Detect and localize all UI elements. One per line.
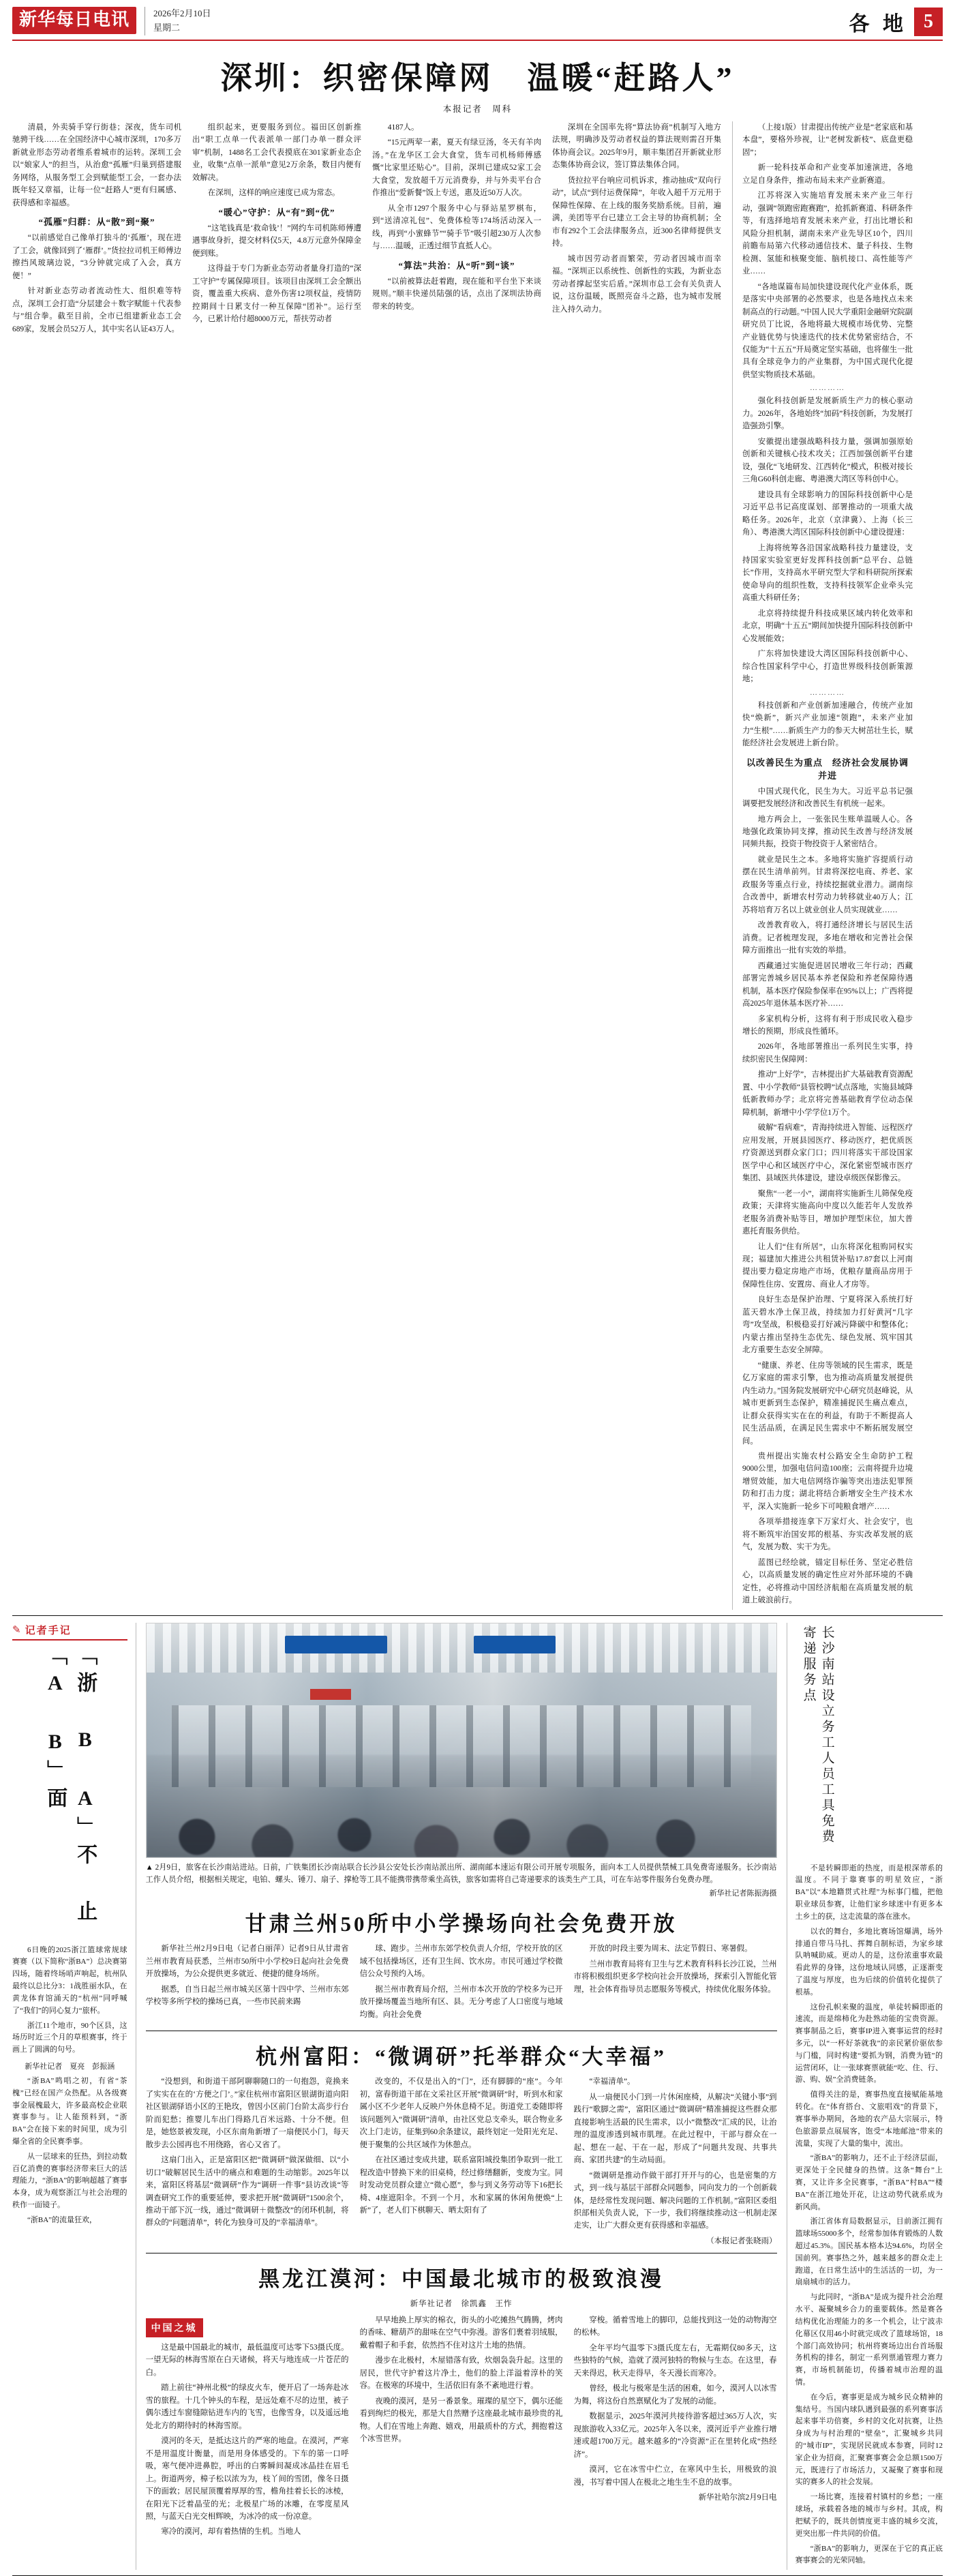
paragraph: 值得关注的是，赛事热度直接赋能基地转化。在“体育搭台、文旅唱戏”的背景下，赛事举办期间，各地的农产品大宗展示，特色旅游景点展展客，饱受“本地邮池”带来的流量，实现了大量的集中，流出。 [795, 2091, 943, 2148]
paragraph: “各地谋篇布局加快建设现代化产业体系，既是落实中央部署的必然要求，也是各地找点未来制高点的行动题。”中国人民大学重阳金融研究院副研究员丁比说，各地将最大规模市场优势、完整产业链优势与快速迭代的技术优势紧密结合，不仅能为“十五五”开局奠定坚实基础，也将催生一批具有全球竞争力的产业集群，为中国式现代化提供坚实物质技术基础。 [742, 282, 913, 379]
lanzhou-col-3 [574, 1943, 777, 2024]
paragraph: “幸福清单”。 [589, 2078, 635, 2086]
section-name: 各 地 [849, 13, 907, 35]
paragraph: 广东将加快建设大湾区国际科技创新中心、综合性国家科学中心，打造世界级科技创新策源地； [742, 650, 913, 684]
fuyang-col-1 [146, 2076, 349, 2246]
paragraph: 组织起来，更要服务到位。福田区创新推出“职工点单一代表派单一部门办单一群众评审”机制，1488名工会代表摸底在301家新业态企业，收集“点单一派单”意见2万余条，数目内便有效解决。 [192, 123, 361, 182]
zheba-vertical-title: 「浙 B A」不 止「A B」面 [44, 1644, 97, 1928]
paragraph: 6日晚的2025浙江篮球常规球赛赛（以下简称“浙BA”）总决赛第四场，随着终场哨声响起，杭州队最终以总比分3：1战胜丽水队，在黄龙体育馆涌天的“杭州”同呼喊了“我们”的同心复力“旅杯。 [12, 1945, 127, 2015]
paragraph: 强化科技创新是发展新质生产力的核心驱动力。2026年，各地始终“加码”科技创新，为发展打造强劲引擎。 [742, 397, 913, 431]
paragraph: 夜晚的漠河，是另一番景象。璀璨的星空下，偶尔还能看到绚烂的极光，那是大自然赠予这座最北城市最珍贵的礼物。人们在雪地上奔跑、嬉戏，用最质朴的方式，拥抱着这个冰雪世界。 [359, 2397, 563, 2444]
fuyang-tail: （本报记者张晓雨） [706, 2236, 777, 2245]
paragraph: 新一轮科技革命和产业变革加速演进，各地立足自身条件，推动布局未来产业新赛道。 [742, 164, 913, 185]
paragraph: 建设具有全球影响力的国际科技创新中心是习近平总书记高度谋划、部署推动的一项重大战略任务。2026年，北京（京津冀）、上海（长三角）、粤港澳大湾区国际科技创新中心建设提速： [742, 490, 913, 537]
lead-subhead-3: “算法”共治：从“听”到“谈” [398, 260, 515, 271]
paragraph: 寒冷的漠河，却有着热情的生机。当地人 [161, 2528, 301, 2536]
paragraph: 漠河，它在冰雪中伫立，在寒风中生长，用极致的浪漫，书写着中国人在极北之地生生不息的故事。 [573, 2466, 777, 2487]
paragraph: “浙BA”的影响力，更深在于它的真正底赛事赛会的光荣同轴。 [795, 2544, 943, 2565]
paragraph: 漠河的冬天，是抵达这片的严寒的地盘。在漠河，严寒不是用温度计衡量，而是用身体感受的。下车的第一口呼吸，寒气便冲进鼻腔，呼出的白雾瞬间凝成冰晶挂在眉毛上。街道两旁，樟子松以浓为为，枝丫间的雪团，像冬日摄下的面敦；居民屋顶覆着厚厚的雪，檐角挂着长长的冰棱，在阳光下泛着晶莹的光；北极星广场的冰雕，在零度星风照，与蓝天白光交相辉映，为冰冷的成一份凉意。 [145, 2437, 349, 2521]
paragraph: 贵州提出实施农村公路安全生命防护工程9000公里，加强电信问造100座；云南将提升边境增贸效能，加大电信网络诈骗等突出违法犯罪预防和打击力度；湖北将结合新增安全生产技术水平，深入实施新一轮乡下可吨粮食增产…… [742, 1452, 913, 1511]
lead-article-columns [12, 121, 943, 1616]
paragraph: “15元两荤一素，夏天有绿豆汤，冬天有羊肉汤。”在龙华区工会大食堂，货车司机杨师傅感慨“比家里还贴心”。目前，深圳已建成52家工会大食堂，发放超千万元消费券，并与外卖平台合作推出“爱新餐”饭上专送，惠及近50万人次。 [372, 138, 541, 198]
paragraph: 改善教育收入，将打通经济增长与居民生活消费。记者梳理发现，多地在增收和完善社会保障方面推出一批有实效的举措。 [742, 921, 913, 955]
paragraph: 深圳在全国率先将“算法协商”机制写入地方法规，明确涉及劳动者权益的算法规则需召开集体协商会议。2025年9月，顺丰集团召开新就业形态集体协商会议，签订算法集体合同。 [552, 123, 721, 170]
paragraph: 中国式现代化，民生为大。习近平总书记强调要把发展经济和改善民生有机统一起来。 [742, 787, 913, 809]
mohe-badge-line [146, 2318, 349, 2337]
lanzhou-col-2 [360, 1943, 563, 2024]
right-column [787, 1623, 943, 2571]
paragraph: “这笔钱真是‘救命钱’！”网约车司机陈师傅遭遇事故身折，提交材料仅5天，4.8万元意外保障金便到账。 [192, 224, 361, 258]
paragraph: 让人们“住有所居”，山东将深化租购同权实现；福建加大推进公共租赁补贴17.87套以上河南提出要力稳定房地产市场，优粮存量商品房用于保障性住房、安置房、商业人才房等。 [742, 1242, 913, 1289]
paragraph: 与此同时，“浙BA”是成为提升社会治理水平、凝聚城乡合力的重要载体。然是赛各结构优化治理能力的多一个机会，让宁波赤化幕区仅用46小时就完成改了篮球场馆，18个部门高效协同；杭州将赛场边出台首场服务机构的排名，制定一系列票通管理力赛力赛，市场机制能切，传播着城市治理的温情。 [795, 2293, 943, 2386]
paragraph: 浙江11个地市，90个区县，这场历时近三个月的草根赛事，终于画上了圆满的句号。 [12, 2021, 127, 2054]
zheba-byline: 新华社记者 夏亮 彭振涵 [25, 2062, 115, 2071]
date-block [145, 7, 211, 35]
paragraph: “微调研是推动作做干部打开开与的心，也是密集的方式，到一线与基层干部群众同题参，同向发力的一个创新载体，是经常性发现问题、解决问题的工作机制。”富阳区委组织部相关负责人说，下一步，我们将继续推动这一机制走深走实，让广大群众更有获得感和幸福感。 [573, 2171, 777, 2230]
paragraph: 4187人。 [387, 123, 419, 132]
paragraph: （上接1版）甘肃提出传统产业是“老家底和基本盘”，要格外珍视，让“老树发新枝”、底盘更稳固”； [742, 123, 913, 157]
fuyang-headline: 杭州富阳：“微调研”托举群众“大幸福” [256, 2045, 667, 2069]
lead-col-3 [372, 121, 541, 1610]
paragraph: 多家机构分析，这将有利于形成民收入稳步增长的预期，形成良性循环。 [742, 1015, 913, 1036]
lead-col-1 [12, 121, 181, 1610]
middle-region [12, 1623, 943, 2571]
paragraph: 全年平均气温零下3摄氏度左右，无霜期仅80多天，这些独特的气候，造就了漠河独特的物候与生态。在这里，春天来得迟，秋天走得早，冬天漫长而寒冷。 [573, 2343, 777, 2378]
paragraph: 开放的时段主要为周末、法定节假日、寒暑假。 [589, 1945, 753, 1953]
paragraph: 数据显示，2025年漠河共接待游客超过365万人次，实现旅游收入33亿元。2025年入冬以来，漠河近乎产业推行增速或超1700万元。越来越多的“冷资源”正在里转化成“热经济”。 [573, 2412, 777, 2459]
mohe-columns [146, 2314, 777, 2541]
paragraph: 蓝图已经绘就，锚定目标任务、坚定必胜信心，以高质量发展的确定性应对外部环境的不确定性，必将推动中国经济航船在高质量发展的航道上破浪前行。 [742, 1558, 913, 1605]
fuyang-col-2 [360, 2076, 563, 2246]
paragraph: 不是转瞬即逝的热度，而是根深蒂系的温度。不同于靠赛事的明星效应，“浙BA”以“本地籍贯式社理”为标事门槛，把他职业球员参赛，让他们家乡球迷中有更多本土乡土的获，这走流量的落在涨水。 [795, 1863, 943, 1921]
fuyang-col-3 [574, 2076, 777, 2246]
center-column [146, 1623, 777, 2571]
paragraph: “以前被算法赶着跑，现在能和平台坐下来谈规则。”顺丰快递员陆强的话，点出了深圳法协商带来的转变。 [372, 277, 541, 311]
paragraph: “浙BA”的影响力，还不止于经济层面，更深处于全民健身的热情。这条“舞台”上赛，又让许多全民赛事，“浙BA”村BA”“楼BA”在浙江地处开花，让这动势代就系成为新风尚。 [795, 2154, 943, 2211]
paragraph: 球、跑步。兰州市东郊学校负责人介绍，学校开放的区域不包括操场区，还有卫生间、饮水房。市民可通过学校微信公众号预约入场。 [359, 1945, 563, 1979]
paragraph: 这是最中国最北的城市，最低温度可达零下53摄氏度。一望无际的林海雪原在白天诸候，将天与地连成一片苍茫的白。 [145, 2343, 349, 2377]
lanzhou-columns [146, 1943, 777, 2024]
paragraph: 改变的，不仅是出入的“门”，还有脚脚的“座”。今年初，富春街道干部在文采社区开展“微调研”时，听到水和家属小区不少老年人反映户外休息椅不足。街道党工委随即将该问题列入“微调研”清单，由社区党总支牵头，联合物业多次上门走访，征集到60余条建议，最终划定一处阳光充足、便于聚集的公共区域作为休憩点。 [359, 2078, 563, 2149]
photo-caption: ▲ 2月9日，旅客在长沙南站进站。日前，广铁集团长沙南站联合长沙县公安处长沙南站派出所、湖南邮本速运有限公司开展专项服务，面向本工人员提供禁械工具免费寄递服务。长沙南站工作人员介绍，根据相关规定，电铂、螺头、锤刀、扇子、撑枪等工具不能携带携带乘坐高铁，旅客如需将自己寄递要求的该类生产工具，可在车站零件服务台免费办理。 [145, 1863, 777, 1884]
issue-weekday: 星期二 [153, 22, 181, 33]
paragraph: “没想到，和街道干部阿聊聊随口的一句抱怨，竟换来了实实在在的‘方便之门’。”家住杭州市富阳区银湖街道向阳社区银湖驿语小区的王艳玫，曾因小区前门台阶太高步行台阶而犯愁；推婴儿车出门得路几百米远路、十分不便。但是，她悠景被发现，小区东南角新增了一扇便民小门，每天散步去公园再也不用绕路，省心又省了。 [145, 2078, 349, 2149]
paragraph: 推动“上好学”，吉林提出扩大基础教育资源配置、中小学教师“县管校聘”试点落地，实施县域降低新教师办学；北京将完善基础教育学位动态保障机制，新增中小学学位1万个。 [742, 1070, 913, 1117]
paragraph: 科技创新和产业创新加速融合，传统产业加快“焕新”，新兴产业加速“领跑”，未来产业加力“生根”……新质生产力的参天大树茁壮生长，赋能经济社会发展进上新台阶。 [742, 701, 913, 748]
mohe-headline: 黑龙江漠河：中国最北城市的极致浪漫 [258, 2266, 665, 2291]
paragraph: “以前感觉自己像单打独斗的‘孤雁’，现在进了工会，就像回到了‘雁群’。”货拉拉司机王师傅边擦挡风玻璃边说，“3分钟就完成了入会，真方便！” [12, 234, 181, 280]
paragraph: 漫步在北极村，木屋错落有致，炊烟袅袅升起。这里的居民，世代守护着这片净土，他们的脸上洋溢着淳朴的笑容。在极寒的环境中，生活依旧有条不紊地进行着。 [359, 2356, 563, 2391]
photo-vertical-caption: 长沙南站设立务工人员工具免费寄递服务点 [801, 1625, 834, 1845]
mohe-byline: 新华社记者 徐凯鑫 王怍 [410, 2299, 513, 2308]
paragraph: 西藏通过实施促进居民增收三年行动；西藏部署完善城乡居民基本养老保险和养老保障待遇机制，基本医疗保险参保率在95%以上；广西将提高2025年退休基本医疗补…… [742, 961, 913, 1008]
paragraph: 就业是民生之本。多地将实施扩容提质行动摆在民生清单前列。甘肃将深挖电商、养老、家政服务等重点行业，持续挖掘就业潜力。湖南综合改善中，新增农村劳动力转移就业40万人；江苏将培育万名以上就业创业人员实现就业…… [742, 855, 913, 914]
paragraph: 这份孔帜来聚的温度，单徒转瞬即逝的速流，而是绵柿化为赴熟动能的宝贵资源。赛事制品之后，赛事IP进入赛事运营的经时多元，以“一杯好茶就我”的亲民紧价驱依参与门槛，同时构建“要抓为钢，消费为链”的运营闭环，让一张球赛票就能“吃、住、行、游、购、娱”全消费链条。 [795, 2003, 943, 2084]
paragraph: “浙BA”鸣唱之初，有省“茶槐”已经在国产众热配。从各级赛事金展槐最大，许多最高校企业联赛事参与。让人能预料到，“浙BA”会在接下来的时间里，成为引爆全省的全民赛季事。 [12, 2076, 127, 2146]
paragraph: 上海将统筹各沿国家战略科技力量建设，支持国家实验室更好发挥科技创新“总平台、总链长”作用，支持高水平研究型大学和科研院所探索使命导向的组织性数，支持科技领军企业牵头完高重大科研任务； [742, 543, 913, 603]
paragraph: 曾经，极北与极寒是生活的困难，如今，漠河人以冰雪为舞，将这份自然禀赋化为了发展的动能。 [573, 2384, 777, 2406]
lead-subhead-4: 以改善民生为重点 经济社会发展协调并进 [746, 757, 909, 781]
lead-col-2 [192, 121, 361, 1610]
reporter-note-label: 记者手记 [25, 1625, 72, 1636]
paragraph: 一场比赛，连接着村镇村的乡愁；一座球场，承载着各地的城市与乡村。其成，构把赋予的，既共创情度更丰盛的城乡交流，更突出那一件共同的价值。 [795, 2493, 943, 2538]
mohe-col-2 [360, 2314, 563, 2541]
paragraph: 2026年，各地部署推出一系列民生实事，持续织密民生保障网： [742, 1043, 913, 1064]
paragraph: 这扇门出入，正是富阳区把“微调研”做深做细、以“小切口”破解居民生活中的痛点和难题的生动缩影。2025年以来，富阳区将基层“微调研”作为“调研一件事”县访改谈“等调查研究工作的重要延伸，要求把开展“微调研”1500余个，推动干部下沉一线，通过“微调研＋微整改”的闭环机制，将群众的“问题清单”，转化为独身可及的“幸福清单”。 [145, 2156, 349, 2228]
photo-sign-right [474, 1636, 556, 1653]
paragraph: 江苏将深入实施培育发展未来产业三年行动，强调“领跑密跑赛跑”，抢抓新赛道、科研条件等，有选择地培育发展未来产业，打出比增长和风险分担机制，湖南未来产业先导区10个，四川前瞻布局第六代移动通信技术、量子科技、生物检测、氢能和核聚变能、脑机接口、高性能等产业…… [742, 192, 913, 276]
paragraph: 这得益于专门为新业态劳动者量身打造的“深工守护”专属保障项目。该项目由深圳工会全额出资，覆盖重大疾病、意外伤害12项权益，疫情防控期间十日累支付一种互保障“团补”。运行至今，已累计给付超8000万元，帮扶劳动者 [192, 265, 361, 324]
issue-date: 2026年2月10日 [153, 8, 211, 18]
paragraph: 从一扇便民小门到一片休闲座椅，从解决“关键小事”到践行“歌脚之需”，富阳区通过“微调研”精准捕捉这些群众那直接影响生活最的民生需求，以小“微整改”汇成的民，让治理的温度渗透到城市肌理。在此过程中，干部与群众在一起、想在一起、干在一起，形成了“问题共发现、共事共商、家团共建”的生动局面。 [573, 2093, 777, 2165]
lanzhou-col-1 [146, 1943, 349, 2024]
paragraph: 良好生态是保护治理、宁夏将深入系统打好蓝天碧水净土保卫战，持续加力打好黄河“几字弯”攻坚战，积极稳妥打好减污降碳中和整体化；内蒙古推出坚持生态优先、绿色发展、筑牢国其北方重要生态安全屏障。 [742, 1296, 913, 1355]
paragraph: 破解“看病难”，青海持续进入智能、远程医疗应用发展，开展县园医疗、移动医疗，把优质医疗资源送到群众家门口；四川将落实干部设国家医学中心和区域医疗中心，深化紧密型城市医疗集团、县域医共体建设，建设卓级医保影像云。 [742, 1124, 913, 1183]
paragraph: 针对新业态劳动者流动性大、组织难等特点，深圳工会打造“分层建会＋数字赋能＋代表参与”组合拳。截至目前，全市已组建新业态工会689家，发展会员52万人，其中实名认证43万人。 [12, 287, 181, 333]
paragraph: 从全市1297个服务中心与驿站星罗棋布，到“送清凉礼包”、免费体检等174场活动深入一线，再到“小蜜蜂节”“骑手节”吸引超230万人次参与……温暖，正透过细节直抵人心。 [372, 204, 541, 251]
lead-headline: 深圳：织密保障网 温暖“赶路人” [220, 61, 735, 95]
paragraph: 浙江省体育局数据显示，目前浙江拥有篮球场55000多个，经常参加体育锻炼的人数超过45.3%。国民基本格本达94.6%，均居全国前列。赛事热之外，越来越多的群众走上跑道，在日常生活中的生活活的一切，为一扇扇城市的活力。 [795, 2217, 943, 2287]
paragraph: 在社区通过变成共建，联系富阳城投集团争取到一批工程改造中替换下来的旧桌椅，经过修缮翻新，变废为宝。同时发动党员群众建立“微心愿”，参与到义务劳动等下16把长椅、4座遮阳伞。不到一个月，水和家属的休闲角便焕“上新”了，老人们下棋聊天、晒太阳有了 [359, 2156, 563, 2215]
paragraph: 聚焦“一老一小”，湖南将实施新生儿筛保免疫政策；天津将实施高向中度以久能若年人发放养老服务消费补贴等目，增加护理型床位，加大普惠托育服务供给。 [742, 1189, 913, 1236]
paragraph: 据悉，自当日起兰州市城关区第十四中学、兰州市东郊学校等多所学校的操场已真，一些市民前来踢 [145, 1985, 349, 2007]
paragraph: 穿梭。循着雪地上的脚印，总能找到这一处的动物海空的松林。 [573, 2316, 777, 2337]
china-city-badge: 中国之城 [146, 2318, 203, 2337]
paragraph: 在深圳，这样的响应速度已成为常态。 [207, 189, 340, 198]
station-photo [146, 1623, 777, 1858]
lead-byline: 本报记者 周科 [442, 104, 513, 114]
paragraph: 安徽提出建强战略科技力量，强调加强原始创新和关键核心技术攻关；江西加强创新平台建设，强化“飞地研发、江西转化”模式，积极对接长三角G60科创走廊、粤港澳大湾区等科创中心。 [742, 437, 913, 484]
paragraph: 以衣的舞台，多地比赛场馆爆满，场外排通自带马马扎、挥舞自制标语，为家乡球队呐喊助威。更动人的是，这份浓重事欢最看此界的身锋，这份地域认同感，正逐渐变了温度与厚度，也为后续的价值转化提供了根基。 [795, 1927, 943, 1996]
lead-col-4 [552, 121, 721, 1610]
paragraph: 兰州市教育局将有卫生与艺术教育科科长沙江说，兰州市将积极组织更多学校向社会开放操场，探索引入智能化管理，社会体育指导员志愿服务等模式，持续优化服务体验。 [573, 1960, 777, 1994]
paragraph: 踏上前往“神州北极”的绿皮火车，便开启了一场奔赴冰雪的旅程。十几个钟头的车程，是远处难不尽的边里，被子偶尔透过车窗缝隙钻进车内的飞雪，也像雪身，以及遥远地处北方的期待时的林海雪原。 [145, 2384, 349, 2430]
page-number: 5 [914, 8, 943, 36]
paragraph: 从一层球来的狂热，到拉动数百亿消费的赛事经济带来巨大的活理能力，“浙BA”的影响超越了赛事本身，成为观察浙江与社会治理的秩作一面镜子。 [12, 2152, 127, 2210]
reporter-note-badge [12, 1623, 127, 1641]
section-dots: ………… [810, 384, 845, 393]
paragraph: “健康、养老、住房等领域的民生需求，既是亿万家庭的需求引擎，也为推动高质量发展提供内生动力。”国务院发展研究中心研究员赵峰说，从城市更新到生态保护，精准捕捉民生痛点难点，让群众获得实实在在的利益，有助于不断提高人民生活品质，在满足民生需求中不断拓展发展空间。 [742, 1361, 913, 1446]
photo-ceiling [147, 1623, 776, 1673]
paragraph: 清晨，外卖骑手穿行街巷；深夜，货车司机驰骋干线……在全国经济中心城市深圳，170多万新就业形态劳动者维系着城市的运转。深圳工会以“娘家人”的担当，从治愈“孤雁”归巢到搭建服务网络，从服务型工会到赋能型工会，一套办法既年轻又章福，让每一位“赶路人”更有归属感、获得感和幸福感。 [12, 123, 181, 207]
reporter-note-column [12, 1623, 136, 2571]
mohe-tail: 新华社哈尔滨2月9日电 [698, 2493, 777, 2502]
paragraph: 早早地换上厚实的棉衣，街头的小吃摊热气腾腾，烤肉的香味、糖葫芦的甜味在空气中弥漫。游客们裹着羽绒服，戴着帽子和手套，依然挡不住对这片土地的热情。 [359, 2316, 563, 2350]
lead-subhead-2: “暖心”守护：从“有”到“优” [218, 207, 335, 218]
paragraph: 据兰州市教育局介绍，兰州市本次开放的学校多为已开放开操场覆盖当地所有区、县。无分考虑了人口密度与地域均衡。向社会免费 [359, 1985, 563, 2019]
paragraph: 在今后，赛事更是成为城乡民众精神的集结号。当国内球队遇到最强的系列赛事活起来事半功倍赛，乡村的文化对抗赛，让热身成为与村治理的“壁垒”，汇聚城乡共同的“城市IP”，实现居民就成本参赛，同时12家企业为招商，汇聚赛事赛会金总额1500万元，既进行了市场活力，又凝聚了赛事和现实的赛多人的社会发展。 [795, 2393, 943, 2487]
fuyang-columns [146, 2076, 777, 2246]
pen-icon: ✎ [12, 1624, 21, 1636]
paragraph: 地方两会上，一张张民生账单温暖人心。各地强化政策协同支撑，推动民生改善与经济发展同频共振，投资于物投资于人紧密结合。 [742, 815, 913, 849]
lanzhou-headline: 甘肃兰州50所中小学操场向社会免费开放 [245, 1912, 678, 1936]
paragraph: 各项举措接连拿下万家灯火、社会安宁，也将不断筑牢治国安邦的根基、夯实改革发展的底气，发展为数、实干为先。 [742, 1518, 913, 1552]
section-dots-2: ………… [810, 688, 845, 697]
paragraph: 北京将持续提升科技成果区域内转化效率和北京，明确“十五五”期间加快提升国际科技创新中心发展能效； [742, 609, 913, 643]
paragraph: 新华社兰州2月9日电（记者白丽萍）记者9日从甘肃省兰州市教育局获悉，兰州市50所中小学校9日起向社会免费开放操场，为公众提供更多就近、便捷的健身场所。 [145, 1945, 349, 1979]
newspaper-logo: 新华每日电讯 [12, 7, 136, 34]
paragraph: 城市因劳动者而繁荣，劳动者因城市而幸福。“深圳正以系统性、创新性的实践，为新业态劳动者撑起坚实后盾。”深圳市总工会有关负责人说，这份温暖，既照亮奋斗之路，也为城市发展注入持久动力。 [552, 254, 721, 314]
mohe-col-3 [574, 2314, 777, 2541]
paragraph: “浙BA”的流量狂欢， [27, 2215, 97, 2224]
lead-subhead-1: “孤雁”归群：从“散”到“聚” [38, 217, 155, 228]
photo-crowd [147, 1755, 776, 1857]
photo-sign-left [285, 1636, 387, 1653]
photo-red-banner [310, 1689, 351, 1700]
paragraph: 货拉拉平台响应司机诉求，推动抽成“双向行动”，试点“到付运费保障”，年收入超千万元用于保障性保障、在上线的服务奖励系统。目前，遍满，美团等平台已建立工会主导的协商机制；全市有292个工会法律服务点，近300名律师提供支持。 [552, 176, 721, 248]
masthead [12, 0, 943, 41]
mohe-col-1 [146, 2314, 349, 2541]
photo-credit: 新华社记者陈振海摄 [709, 1889, 777, 1898]
photo-block [146, 1623, 777, 1899]
lead-col-5 [732, 121, 913, 1610]
